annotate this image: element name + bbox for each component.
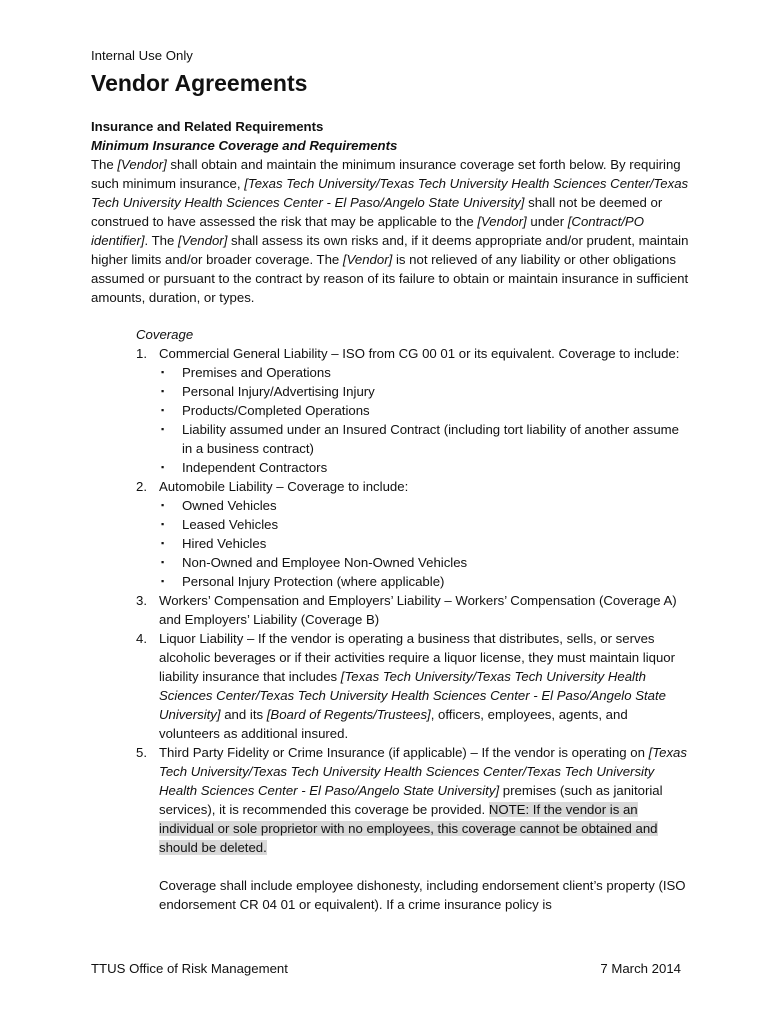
crime-coverage-paragraph: Coverage shall include employee dishonesty, including endorsement client’s property (ISO endorsement CR 04 01 or equivalent). If a crime insurance policy is bbox=[159, 878, 686, 912]
list-item-text: Personal Injury Protection (where applicable) bbox=[182, 574, 445, 589]
list-item-text: Owned Vehicles bbox=[182, 498, 277, 513]
list-item-text: Liability assumed under an Insured Contract (including tort liability of another assume in a business contract) bbox=[182, 422, 679, 456]
intro-text-4: under bbox=[526, 214, 568, 229]
list-item-text: Leased Vehicles bbox=[182, 517, 279, 532]
board-placeholder: [Board of Regents/Trustees] bbox=[266, 707, 431, 722]
coverage-item-text: Commercial General Liability – ISO from CG 00 01 or its equivalent. Coverage to include: bbox=[159, 346, 680, 361]
list-item-text: Hired Vehicles bbox=[182, 536, 267, 551]
intro-text-7: is not relieved of any liability or other obligations assumed or pursuant to the contract by reason of its failure to obtain or maintain insurance in sufficient amounts, duration, or types. bbox=[91, 252, 689, 305]
list-item bbox=[159, 401, 691, 420]
bullet-icon: ▪ bbox=[161, 500, 165, 510]
list-item-text: Products/Completed Operations bbox=[182, 403, 370, 418]
bullet-icon: ▪ bbox=[161, 462, 165, 472]
coverage-item-text: Automobile Liability – Coverage to include: bbox=[159, 479, 409, 494]
bullet-icon: ▪ bbox=[161, 386, 165, 396]
institution-placeholder: [Texas Tech University/Texas Tech University Health Sciences Center/Texas Tech University Health Sciences Center - El Paso/Angelo State University] bbox=[159, 669, 666, 722]
list-item-text: Premises and Operations bbox=[182, 365, 331, 380]
list-item bbox=[159, 420, 691, 458]
bullet-icon: ▪ bbox=[161, 519, 165, 529]
bullet-icon: ▪ bbox=[161, 576, 165, 586]
coverage-item-text: and its bbox=[220, 707, 267, 722]
intro-placeholder-vendor: [Vendor] bbox=[117, 157, 167, 172]
list-number: 2. bbox=[136, 479, 147, 494]
list-item bbox=[159, 458, 691, 477]
bullet-icon: ▪ bbox=[161, 405, 165, 415]
section-subheading: Minimum Insurance Coverage and Requirements bbox=[91, 138, 398, 153]
intro-placeholder-vendor: [Vendor] bbox=[342, 252, 393, 267]
coverage-item bbox=[136, 344, 691, 477]
document-body bbox=[91, 46, 691, 914]
coverage-item bbox=[136, 629, 691, 743]
coverage-item-text: premises (such as janitorial services), it is recommended this coverage be provided. bbox=[159, 783, 663, 817]
intro-placeholder-institution: [Texas Tech University/Texas Tech University Health Sciences Center/Texas Tech University Health Sciences Center - El Paso/Angelo State University] bbox=[91, 176, 689, 210]
intro-placeholder-contract: [Contract/PO identifier] bbox=[91, 214, 644, 248]
intro-paragraph bbox=[91, 155, 691, 307]
coverage-item-text: Third Party Fidelity or Crime Insurance (if applicable) – If the vendor is operating on bbox=[159, 745, 649, 760]
list-item-text: Independent Contractors bbox=[182, 460, 328, 475]
intro-text-3: shall not be deemed or construed to have assessed the risk that may be applicable to the bbox=[91, 195, 663, 229]
highlighted-note: NOTE: If the vendor is an individual or sole proprietor with no employees, this coverage cannot be obtained and should be deleted. bbox=[159, 802, 658, 855]
intro-text-6: shall assess its own risks and, if it deems appropriate and/or prudent, maintain higher limits and/or broader coverage. The bbox=[91, 233, 689, 267]
coverage-item bbox=[136, 743, 691, 857]
list-item-text: Non-Owned and Employee Non-Owned Vehicles bbox=[182, 555, 468, 570]
coverage-item-text: , officers, employees, agents, and volunteers as additional insured. bbox=[159, 707, 628, 741]
intro-placeholder-vendor: [Vendor] bbox=[178, 233, 228, 248]
list-number: 3. bbox=[136, 593, 147, 608]
coverage-item-text: Workers’ Compensation and Employers’ Liability – Workers’ Compensation (Coverage A) and Employers’ Liability (Coverage B) bbox=[159, 593, 677, 627]
coverage-section bbox=[136, 325, 691, 857]
coverage-item bbox=[136, 591, 691, 629]
list-item bbox=[159, 515, 691, 534]
list-number: 5. bbox=[136, 745, 147, 760]
list-number: 1. bbox=[136, 346, 147, 361]
bullet-icon: ▪ bbox=[161, 538, 165, 548]
coverage-item bbox=[136, 477, 691, 591]
list-item bbox=[159, 382, 691, 401]
intro-text-5: . The bbox=[144, 233, 178, 248]
coverage-list bbox=[136, 344, 691, 857]
list-item bbox=[159, 363, 691, 382]
list-number: 4. bbox=[136, 631, 147, 646]
list-item-text: Personal Injury/Advertising Injury bbox=[182, 384, 375, 399]
list-item bbox=[159, 534, 691, 553]
intro-text-2: shall obtain and maintain the minimum insurance coverage set forth below. By requiring such minimum insurance, bbox=[91, 157, 681, 191]
list-item bbox=[159, 572, 691, 591]
coverage-sublist bbox=[159, 496, 691, 591]
intro-text-1: The bbox=[91, 157, 118, 172]
bullet-icon: ▪ bbox=[161, 424, 165, 434]
page-title: Vendor Agreements bbox=[91, 70, 308, 96]
institution-placeholder: [Texas Tech University/Texas Tech University Health Sciences Center/Texas Tech University Health Sciences Center - El Paso/Angelo State University] bbox=[159, 745, 687, 798]
coverage-sublist bbox=[159, 363, 691, 477]
internal-use-note: Internal Use Only bbox=[91, 48, 193, 63]
section-heading: Insurance and Related Requirements bbox=[91, 119, 324, 134]
list-item bbox=[159, 553, 691, 572]
bullet-icon: ▪ bbox=[161, 367, 165, 377]
footer-office: TTUS Office of Risk Management bbox=[91, 961, 288, 976]
bullet-icon: ▪ bbox=[161, 557, 165, 567]
coverage-item-text: Liquor Liability – If the vendor is operating a business that distributes, sells, or serves alcoholic beverages or if their activities require a liquor license, they must maintain liquor liability insurance that includes bbox=[159, 631, 676, 684]
coverage-heading: Coverage bbox=[136, 327, 194, 342]
list-item bbox=[159, 496, 691, 515]
intro-placeholder-vendor: [Vendor] bbox=[477, 214, 527, 229]
footer-date: 7 March 2014 bbox=[600, 961, 681, 976]
